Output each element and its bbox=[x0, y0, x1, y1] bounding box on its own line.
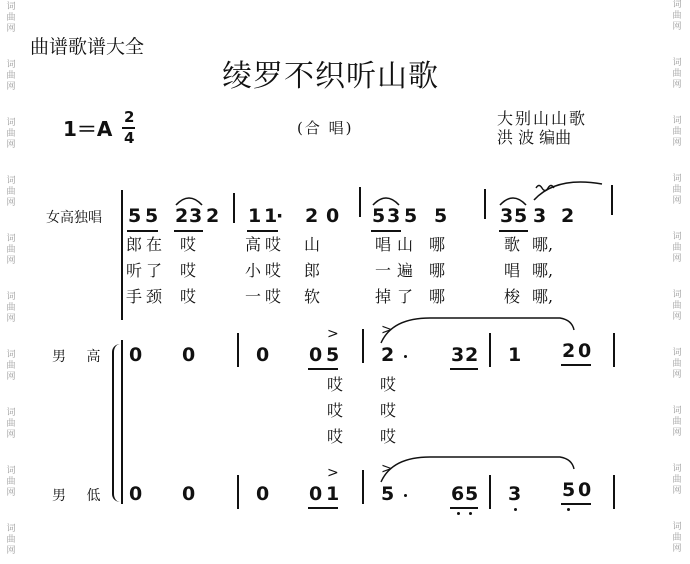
part-label-bass: 男 低 bbox=[52, 488, 109, 504]
watermark-text: 词 曲 网 bbox=[6, 176, 16, 208]
lyric-v2: 了 bbox=[146, 261, 163, 280]
note: 5 bbox=[562, 479, 576, 501]
time-signature-bottom: 4 bbox=[124, 129, 135, 147]
lyric-v2: 哪 bbox=[429, 261, 446, 280]
watermark-text: 词 曲 网 bbox=[6, 408, 16, 440]
note: 0 bbox=[129, 344, 143, 366]
note: 5 bbox=[514, 205, 528, 227]
composer-credit: 洪 波 编曲 bbox=[497, 128, 572, 147]
lyric-v3: 掉 bbox=[375, 287, 392, 306]
lyric-v2: 一 bbox=[375, 261, 392, 280]
note: 0 bbox=[309, 344, 323, 366]
note: 0 bbox=[326, 205, 340, 227]
page-title: 绫罗不织听山歌 bbox=[222, 59, 439, 94]
lyric-v1: 唱 bbox=[375, 235, 392, 254]
note: 3 bbox=[500, 205, 514, 227]
note: 5 bbox=[372, 205, 386, 227]
lyric-v3: 哪, bbox=[532, 287, 554, 306]
slur bbox=[534, 182, 602, 200]
note: 6 bbox=[451, 483, 465, 505]
part-label-soprano: 女高独唱 bbox=[46, 210, 102, 226]
accent-mark: > bbox=[327, 465, 339, 481]
lyric-v1: 山 bbox=[304, 235, 321, 254]
accent-mark: > bbox=[381, 322, 393, 338]
lyric-v1: 哪, bbox=[532, 235, 554, 254]
form-label: (合 唱) bbox=[297, 119, 354, 137]
note: 1 bbox=[264, 205, 278, 227]
watermark-text: 词 曲 网 bbox=[6, 60, 16, 92]
note: 5 bbox=[326, 344, 340, 366]
lyric-v1: 郎 bbox=[126, 235, 143, 254]
lyric-v3: 哪 bbox=[429, 287, 446, 306]
note: 0 bbox=[129, 483, 143, 505]
watermark-text: 词 曲 网 bbox=[6, 234, 16, 266]
note: 3 bbox=[508, 483, 522, 505]
watermark-text: 词 曲 网 bbox=[672, 174, 682, 206]
note: 2 bbox=[381, 344, 395, 366]
tenor-lyric: 哎 bbox=[380, 427, 397, 446]
tenor-lyric: 哎 bbox=[327, 427, 344, 446]
note: 5 bbox=[404, 205, 418, 227]
note: 1 bbox=[326, 483, 340, 505]
slur bbox=[500, 198, 526, 205]
time-signature-top: 2 bbox=[124, 108, 135, 126]
lyric-v2: 听 bbox=[126, 261, 143, 280]
watermark-text: 词 曲 网 bbox=[6, 524, 16, 556]
note: 5 bbox=[434, 205, 448, 227]
watermark-text: 词 曲 网 bbox=[6, 292, 16, 324]
watermark-text: 词 曲 网 bbox=[6, 118, 16, 150]
lyric-v2: 哎 bbox=[265, 261, 282, 280]
watermark-text: 词 曲 网 bbox=[672, 58, 682, 90]
lyric-v3: 软 bbox=[304, 287, 321, 306]
part-label-tenor: 男 高 bbox=[52, 349, 109, 365]
note: 3 bbox=[533, 205, 547, 227]
note: 2 bbox=[561, 205, 575, 227]
note: 2 bbox=[465, 344, 479, 366]
lyric-source: 大别山山歌 bbox=[497, 109, 588, 128]
note: 2 bbox=[305, 205, 319, 227]
watermark-text: 词 曲 网 bbox=[672, 464, 682, 496]
tenor-lyric: 哎 bbox=[380, 401, 397, 420]
note: 0 bbox=[182, 483, 196, 505]
note: 3 bbox=[451, 344, 465, 366]
lyric-v3: 一 bbox=[245, 287, 262, 306]
lyric-v1: 歌 bbox=[504, 235, 521, 254]
note: 2 bbox=[206, 205, 220, 227]
note: 3 bbox=[387, 205, 401, 227]
slur bbox=[381, 457, 574, 482]
lyric-v1: 高 bbox=[245, 235, 262, 254]
lyric-v3: 颈 bbox=[146, 287, 163, 306]
note: 5 bbox=[145, 205, 159, 227]
lyric-v2: 唱 bbox=[504, 261, 521, 280]
slur bbox=[381, 318, 574, 343]
watermark-text: 词 曲 网 bbox=[6, 2, 16, 34]
lyric-v3: 哎 bbox=[180, 287, 197, 306]
tenor-lyric: 哎 bbox=[327, 401, 344, 420]
lyric-v1: 哎 bbox=[265, 235, 282, 254]
slur bbox=[176, 198, 202, 205]
site-label: 曲谱歌谱大全 bbox=[30, 36, 145, 58]
lyric-v3: 了 bbox=[397, 287, 414, 306]
note: 0 bbox=[578, 340, 592, 362]
tenor-lyric: 哎 bbox=[380, 375, 397, 394]
watermark-text: 词 曲 网 bbox=[672, 232, 682, 264]
lyric-v2: 哪, bbox=[532, 261, 554, 280]
note: 1 bbox=[248, 205, 262, 227]
tenor-lyric: 哎 bbox=[327, 375, 344, 394]
lyric-v1: 哎 bbox=[180, 235, 197, 254]
note: 5 bbox=[381, 483, 395, 505]
lyric-v2: 哎 bbox=[180, 261, 197, 280]
note: 0 bbox=[256, 483, 270, 505]
lyric-v3: 哎 bbox=[265, 287, 282, 306]
lyric-v3: 梭 bbox=[504, 287, 521, 306]
accent-mark: > bbox=[327, 326, 339, 342]
note: · bbox=[276, 205, 284, 227]
lyric-v1: 哪 bbox=[429, 235, 446, 254]
lyric-v2: 遍 bbox=[397, 261, 414, 280]
watermark-text: 词 曲 网 bbox=[6, 350, 16, 382]
note: 0 bbox=[309, 483, 323, 505]
note: 2 bbox=[175, 205, 189, 227]
note: 3 bbox=[189, 205, 203, 227]
note: 5 bbox=[128, 205, 142, 227]
key-signature: 1＝A bbox=[63, 117, 113, 141]
lyric-v1: 山 bbox=[397, 235, 414, 254]
watermark-text: 词 曲 网 bbox=[6, 466, 16, 498]
accent-mark: > bbox=[381, 461, 393, 477]
lyric-v1: 在 bbox=[146, 235, 163, 254]
lyric-v2: 郎 bbox=[304, 261, 321, 280]
watermark-text: 词 曲 网 bbox=[672, 348, 682, 380]
note: 1 bbox=[508, 344, 522, 366]
watermark-text: 词 曲 网 bbox=[672, 116, 682, 148]
note: 2 bbox=[562, 340, 576, 362]
watermark-text: 词 曲 网 bbox=[672, 0, 682, 32]
note: 0 bbox=[182, 344, 196, 366]
note: 0 bbox=[578, 479, 592, 501]
lyric-v3: 手 bbox=[126, 287, 143, 306]
watermark-text: 词 曲 网 bbox=[672, 522, 682, 554]
watermark-text: 词 曲 网 bbox=[672, 290, 682, 322]
note: 0 bbox=[256, 344, 270, 366]
watermark-text: 词 曲 网 bbox=[672, 406, 682, 438]
note: 5 bbox=[465, 483, 479, 505]
slur bbox=[373, 198, 399, 205]
lyric-v2: 小 bbox=[245, 261, 262, 280]
